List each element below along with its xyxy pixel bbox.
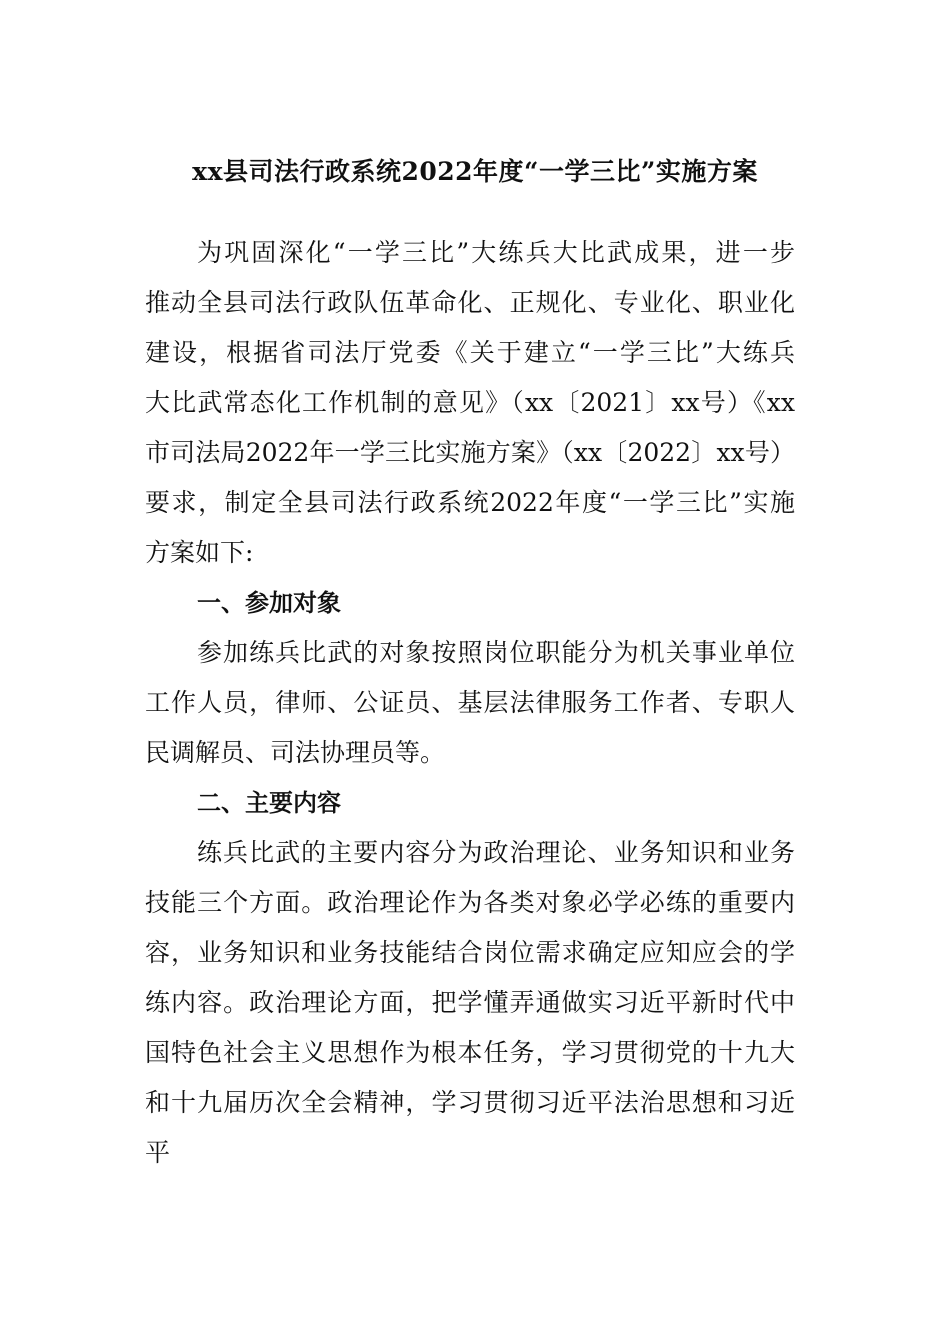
paragraph-line: 方案如下:: [145, 538, 254, 567]
paragraph-line: 要求，制定全县司法行政系统2022年度“一学三比”实施: [145, 488, 795, 517]
section-heading: 一、参加对象: [197, 589, 341, 617]
paragraph-line: 民调解员、司法协理员等。: [145, 738, 446, 767]
paragraph-line: 和十九届历次全会精神，学习贯彻习近平法治思想和习近: [145, 1088, 795, 1117]
paragraph-line: 国特色社会主义思想作为根本任务，学习贯彻党的十九大: [145, 1038, 795, 1067]
section-heading: 二、主要内容: [197, 789, 341, 817]
paragraph-line: 为巩固深化“一学三比”大练兵大比武成果，进一步: [197, 238, 795, 267]
paragraph-line: 推动全县司法行政队伍革命化、正规化、专业化、职业化: [145, 288, 795, 317]
paragraph-line: 市司法局2022年一学三比实施方案》（xx〔2022〕xx号）: [145, 438, 795, 467]
document-body: [145, 228, 795, 1178]
paragraph-line: 容，业务知识和业务技能结合岗位需求确定应知应会的学: [145, 938, 795, 967]
paragraph-line: 练内容。政治理论方面，把学懂弄通做实习近平新时代中: [145, 988, 795, 1017]
paragraph-line: 平: [145, 1138, 171, 1167]
paragraph-line: 练兵比武的主要内容分为政治理论、业务知识和业务: [197, 838, 795, 867]
paragraph-line: 建设，根据省司法厅党委《关于建立“一学三比”大练兵: [145, 338, 795, 367]
document-title: xx县司法行政系统2022年度“一学三比”实施方案: [192, 157, 758, 186]
paragraph-line: 技能三个方面。政治理论作为各类对象必学必练的重要内: [145, 888, 795, 917]
paragraph-line: 大比武常态化工作机制的意见》（xx〔2021〕xx号）《xx: [145, 388, 795, 417]
paragraph-line: 工作人员，律师、公证员、基层法律服务工作者、专职人: [145, 688, 795, 717]
paragraph-line: 参加练兵比武的对象按照岗位职能分为机关事业单位: [197, 638, 795, 667]
